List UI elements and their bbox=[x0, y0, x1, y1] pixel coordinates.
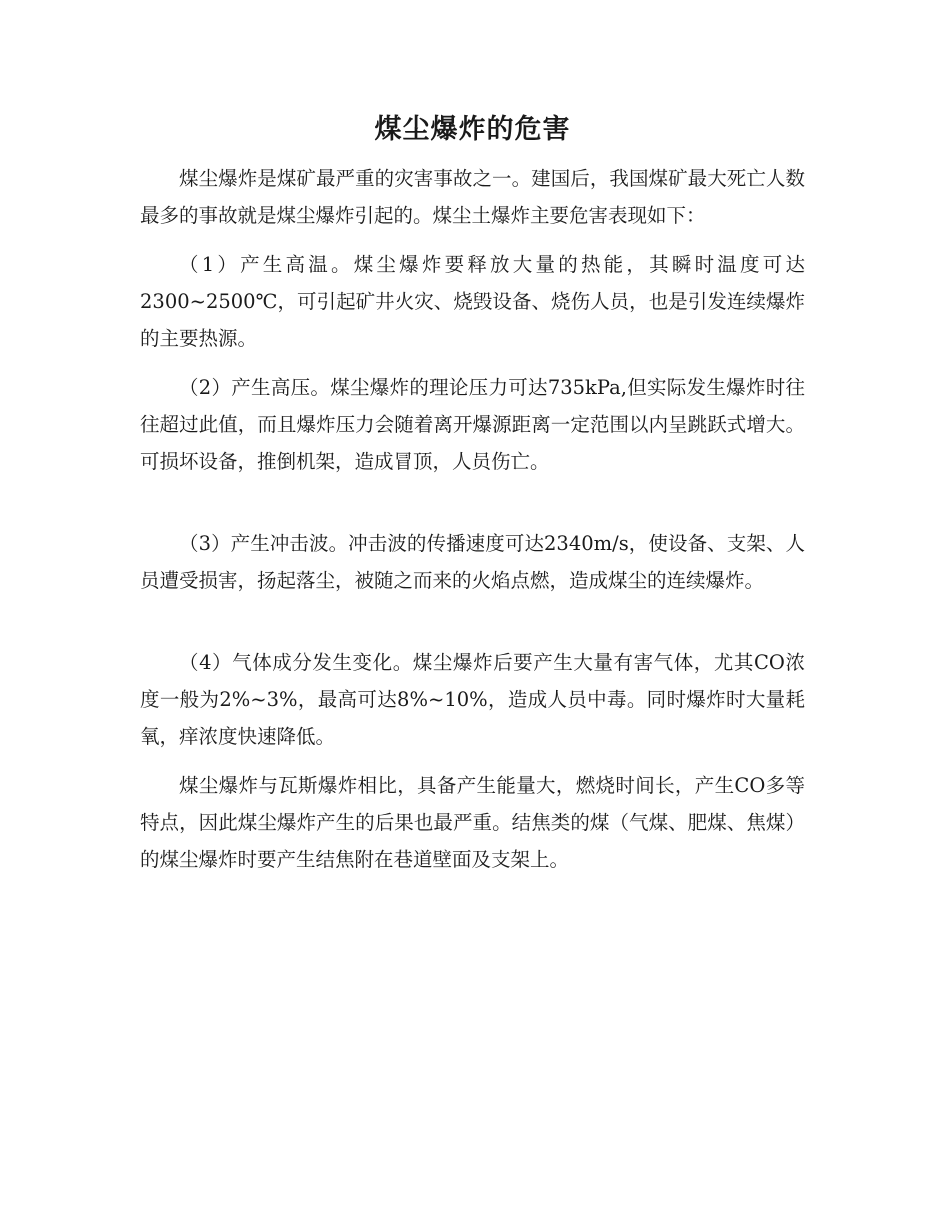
paragraph-gas-change: （4）气体成分发生变化。煤尘爆炸后要产生大量有害气体，尤其CO浓度一般为2%~3%，最高可达8%~10%，造成人员中毒。同时爆炸时大量耗氧，痒浓度快速降低。 bbox=[140, 651, 805, 748]
spacer bbox=[140, 599, 805, 644]
spacer bbox=[140, 755, 805, 767]
paragraph-high-temperature: （1）产生高温。煤尘爆炸要释放大量的热能，其瞬时温度可达2300~2500℃，可引起矿井火灾、烧毁设备、烧伤人员，也是引发连续爆炸的主要热源。 bbox=[140, 253, 805, 350]
document-title: 煤尘爆炸的危害 bbox=[374, 114, 571, 145]
spacer bbox=[140, 480, 805, 525]
intro-paragraph: 煤尘爆炸是煤矿最严重的灾害事故之一。建国后，我国煤矿最大死亡人数最多的事故就是煤尘爆炸引起的。煤尘土爆炸主要危害表现如下： bbox=[140, 167, 805, 227]
document-page bbox=[140, 110, 805, 878]
paragraph-comparison: 煤尘爆炸与瓦斯爆炸相比，具备产生能量大，燃烧时间长，产生CO多等特点，因此煤尘爆炸产生的后果也最严重。结焦类的煤（气煤、肥煤、焦煤）的煤尘爆炸时要产生结焦附在巷道壁面及支架上。 bbox=[140, 774, 805, 871]
spacer bbox=[140, 357, 805, 369]
paragraph-high-pressure: （2）产生高压。煤尘爆炸的理论压力可达735kPa,但实际发生爆炸时往往超过此值，而且爆炸压力会随着离开爆源距离一定范围以内呈跳跃式增大。可损坏设备，推倒机架，造成冒顶，人员伤亡。 bbox=[140, 376, 805, 473]
spacer bbox=[140, 234, 805, 246]
paragraph-shock-wave: （3）产生冲击波。冲击波的传播速度可达2340m/s，使设备、支架、人员遭受损害，扬起落尘，被随之而来的火焰点燃，造成煤尘的连续爆炸。 bbox=[140, 532, 805, 592]
